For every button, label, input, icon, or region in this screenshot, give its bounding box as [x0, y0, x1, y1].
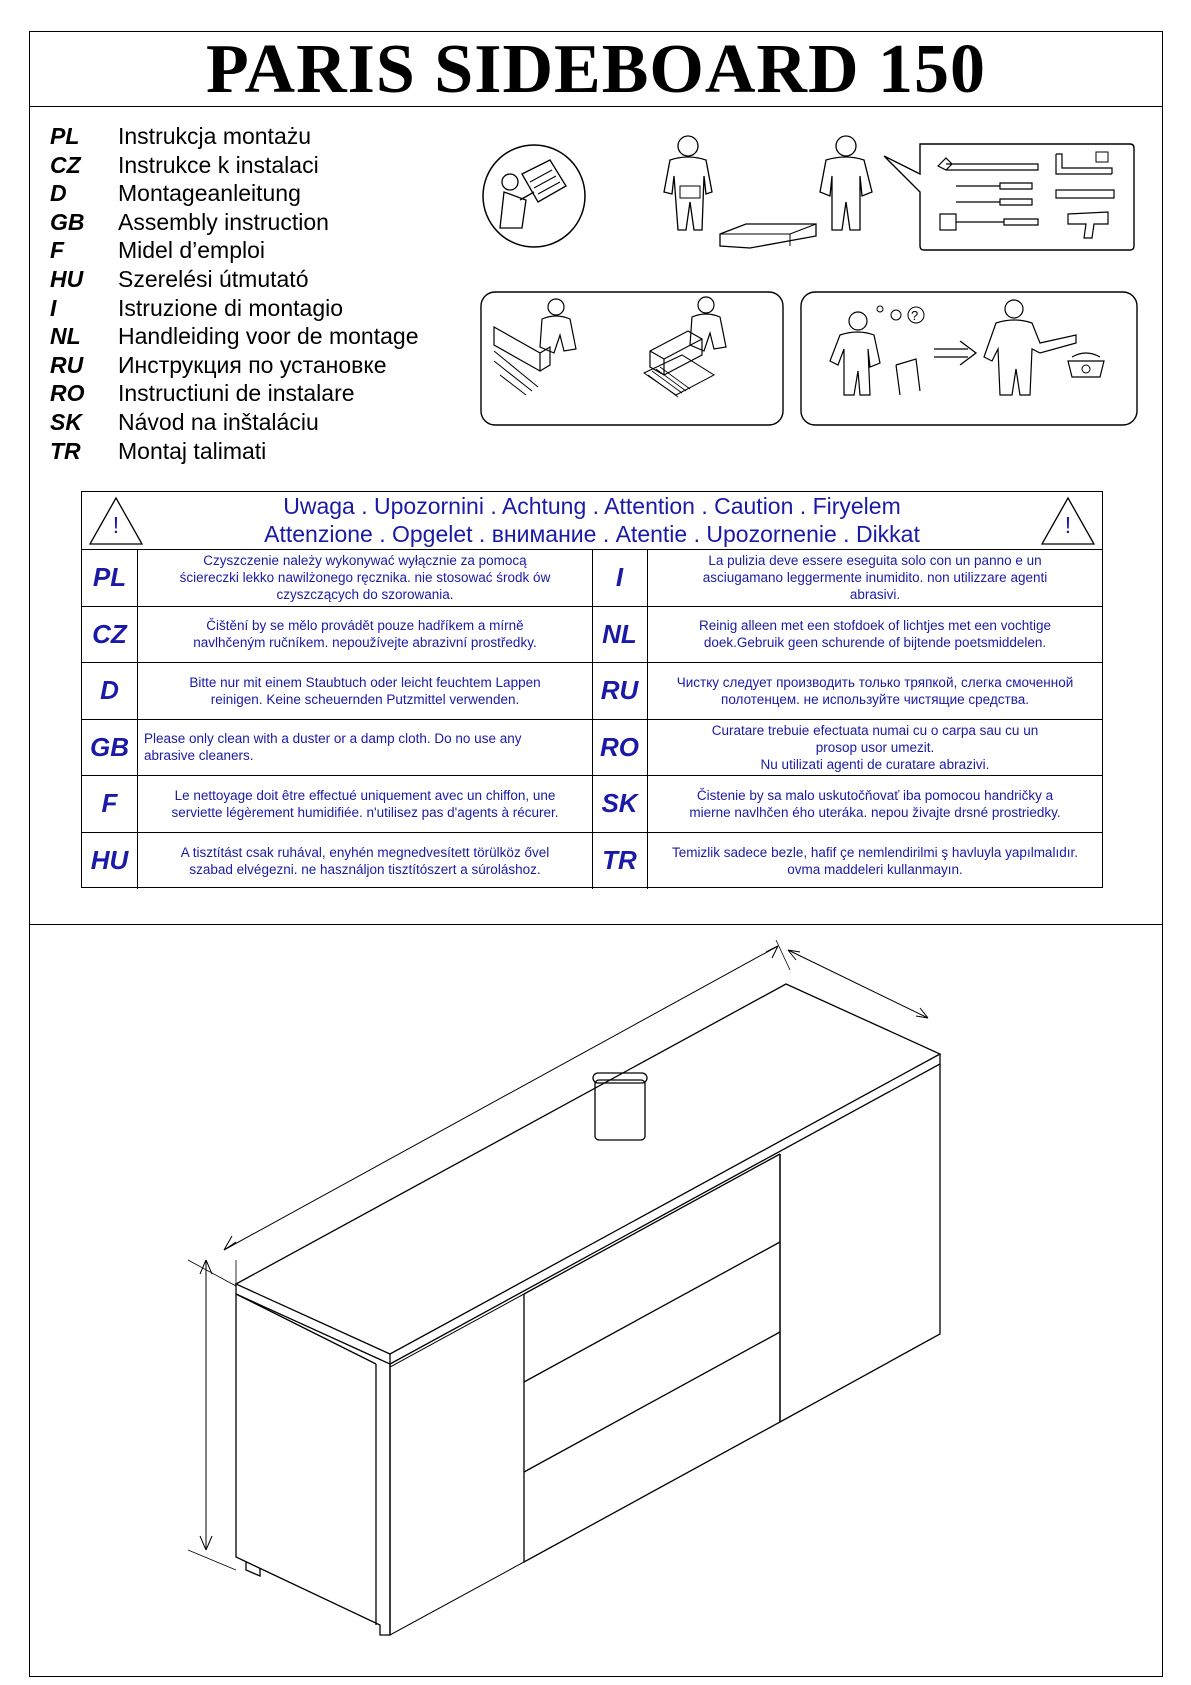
cleaning-instruction: Чистку следует производить только тряпкой, слегка смоченной полотенцем. не используйте чистящие средства. [676, 674, 1074, 707]
warning-row [82, 550, 1102, 607]
language-instruction-title: Istruzione di montagio [118, 294, 344, 321]
cleaning-instruction: Čistenie by sa malo uskutočňovať iba pomocou handričky a mierne navlhčen ého uteráka. nepou živajte drsné prostriedky. [689, 787, 1061, 820]
cleaning-instruction: Czyszczenie należy wykonywać wyłącznie za pomocą ściereczki lekko nawilżonego ręcznika. nie stosować środk ów czyszczących do szorowania. [179, 553, 551, 603]
protect-floor-icon [480, 291, 784, 427]
language-code: CZ [82, 607, 138, 663]
language-code: D [82, 663, 138, 719]
cleaning-instruction: Čištění by se mělo provádět pouze hadříkem a mírně navlhčeným ručníkem. nepoužívejte abrazivní prostředky. [193, 618, 537, 651]
language-instruction-title: Instructiuni de instalare [118, 380, 355, 407]
language-code: RO [50, 380, 85, 407]
cleaning-instruction: Reinig alleen met een stofdoek of lichtjes met een vochtige doek.Gebruik geen schurende of bijtende poetsmiddelen. [699, 618, 1051, 651]
cleaning-instruction: Please only clean with a duster or a damp cloth. Do no use any abrasive cleaners. [144, 731, 522, 764]
language-instruction-title: Montageanleitung [118, 180, 301, 207]
language-instruction-title: Assembly instruction [118, 208, 329, 235]
language-code: SK [50, 409, 82, 435]
language-code: HU [82, 833, 138, 890]
language-instruction-title: Instrukce k instalaci [118, 151, 319, 178]
language-code: HU [50, 266, 84, 292]
warning-row [82, 720, 1102, 777]
language-code: TR [592, 833, 648, 890]
call-support-icon [800, 291, 1140, 427]
language-code: F [50, 237, 65, 264]
language-instruction-title: Szerelési útmutató [118, 266, 309, 292]
warning-row [82, 663, 1102, 720]
language-code: PL [82, 550, 138, 606]
language-code: GB [50, 208, 85, 235]
language-code: D [50, 180, 67, 207]
cleaning-instruction: Le nettoyage doit être effectué uniquement avec un chiffon, une serviette légèrement humidifiée. n'utilisez pas d'agents à récurer. [171, 787, 559, 820]
language-code: SK [592, 776, 648, 832]
warning-header [82, 492, 1102, 550]
warning-row [82, 776, 1102, 833]
language-code: PL [50, 123, 80, 149]
language-instruction-title: Midel d’emploi [118, 237, 266, 264]
language-instruction-title: Инструкция по установке [118, 351, 387, 378]
cleaning-instruction: A tisztítást csak ruhával, enyhén megnedvesített törülköz ővel szabad elvégezni. ne használjon tisztítószert a súroláshoz. [180, 844, 550, 877]
tools-icon [880, 140, 1140, 255]
cleaning-instruction: Curatare trebuie efectuata numai cu o carpa sau cu un prosop usor umezit. Nu utilizati agenti de curatare abrazivi. [711, 722, 1039, 772]
warning-row [82, 607, 1102, 664]
language-code: NL [592, 607, 648, 663]
sideboard-drawing [180, 930, 960, 1670]
page-title: PARIS SIDEBOARD 150 [29, 31, 1163, 107]
warning-mark-right: ! [1064, 512, 1072, 538]
section-divider [29, 924, 1163, 925]
two-person-assembly-icon [650, 130, 890, 255]
language-code: RU [50, 351, 84, 378]
cleaning-instruction: Temizlik sadece bezle, hafif çe nemlendirilmi ş havluyla yapılmalıdır. ovma maddeleri kullanmayın. [672, 844, 1078, 877]
language-code: CZ [50, 151, 81, 178]
svg-text:?: ? [911, 308, 919, 323]
cleaning-warning-table [81, 491, 1103, 888]
warning-words-line1: Uwaga . Upozornini . Achtung . Attention . Caution . Firyelem [283, 493, 901, 519]
language-code: RU [592, 663, 648, 719]
warning-words-line2: Attenzione . Opgelet . внимание . Atentie . Upozornenie . Dikkat [264, 521, 920, 547]
warning-mark-left: ! [112, 512, 120, 538]
cleaning-instruction: Bitte nur mit einem Staubtuch oder leicht feuchtem Lappen reinigen. Keine scheuernden Putzmittel verwenden. [189, 674, 541, 707]
warning-row [82, 833, 1102, 890]
cleaning-instruction: La pulizia deve essere eseguita solo con un panno e un asciugamano leggermente inumidito. non utilizzare agenti abrasivi. [702, 553, 1048, 603]
language-code: I [592, 550, 648, 606]
language-code: GB [82, 720, 138, 776]
read-manual-icon [480, 130, 588, 262]
language-instruction-title: Handleiding voor de montage [118, 323, 419, 350]
language-code: NL [50, 323, 81, 350]
language-instruction-title: Montaj talimati [118, 437, 267, 464]
language-instruction-title: Instrukcja montażu [118, 123, 312, 149]
language-instruction-title: Návod na inštaláciu [118, 409, 319, 435]
language-code: I [50, 294, 57, 321]
language-code: RO [592, 720, 648, 776]
language-code: F [82, 776, 138, 832]
language-code: TR [50, 437, 81, 464]
